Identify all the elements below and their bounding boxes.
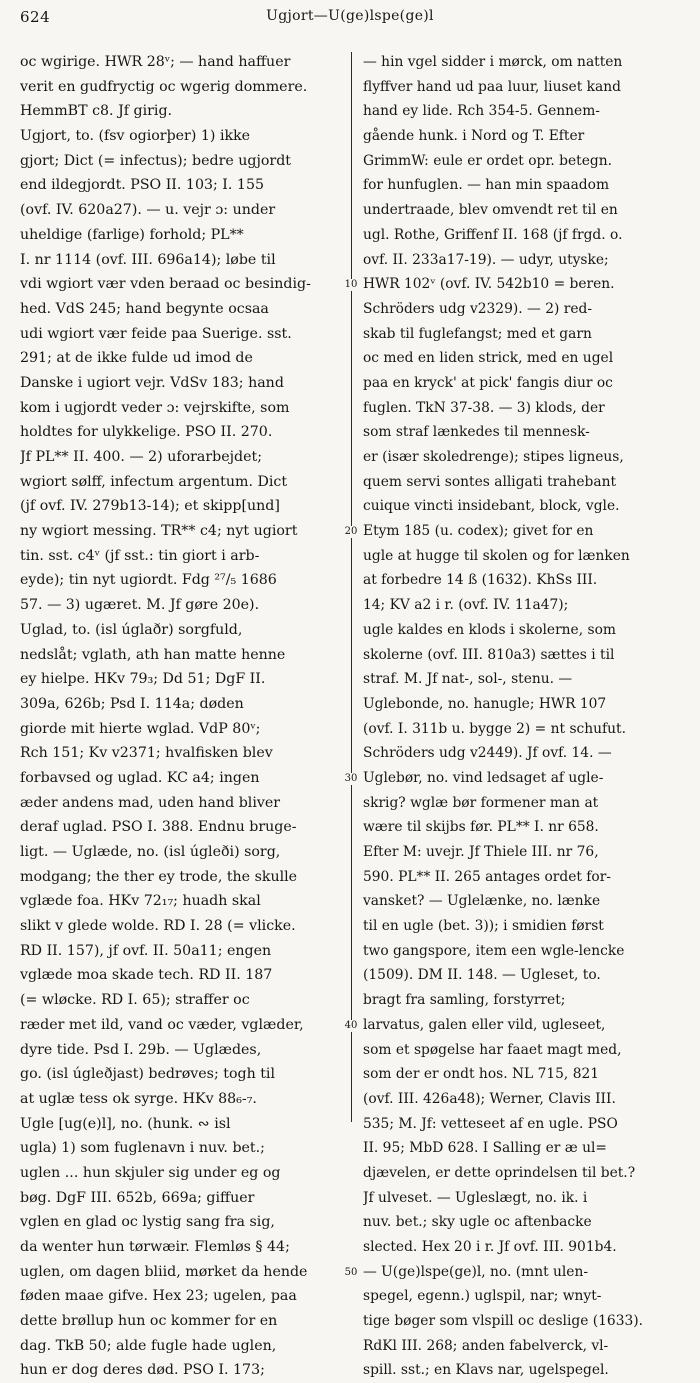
text-line: end ildegjordt. PSO II. 103; I. 155 bbox=[20, 177, 264, 194]
text-line: bøg. DgF III. 652b, 669a; giffuer bbox=[20, 1189, 255, 1206]
text-line: 14; KV a2 i r. (ovf. IV. 11a47); bbox=[363, 597, 569, 614]
text-line: oc wgirige. HWR 28ᵛ; — hand haffuer bbox=[20, 54, 291, 70]
text-line: djævelen, er dette oprindelsen til bet.? bbox=[363, 1164, 636, 1181]
text-line: Schröders udg v2449). Jf ovf. 14. — bbox=[363, 745, 612, 762]
text-line: vglæde foa. HKv 72₁₇; huadh skal bbox=[20, 893, 261, 910]
text-line: RD II. 157), jf ovf. II. 50a11; engen bbox=[20, 942, 272, 959]
text-line: larvatus, galen eller vild, ugleseet, bbox=[363, 1016, 606, 1033]
text-line: dag. TkB 50; alde fugle hade uglen, bbox=[20, 1337, 277, 1354]
text-line: uheldige (farlige) forhold; PL** bbox=[20, 226, 244, 243]
text-line: GrimmW: eule er ordet opr. betegn. bbox=[363, 152, 612, 169]
line-number: 40 bbox=[342, 1020, 360, 1032]
text-line: at forbedre 14 ß (1632). KhSs III. bbox=[363, 572, 598, 589]
text-line: Efter M: uvejr. Jf Thiele III. nr 76, bbox=[363, 844, 599, 860]
text-line: slikt v glede wolde. RD I. 28 (= vlicke. bbox=[20, 918, 296, 935]
text-line: ugl. Rothe, Griffenf II. 168 (jf frgd. o. bbox=[363, 226, 623, 243]
text-line: (ovf. I. 311b u. bygge 2) = nt schufut. bbox=[363, 720, 626, 737]
text-line: — U(ge)lspe(ge)l, no. (mnt ulen- bbox=[363, 1263, 589, 1280]
text-line: Danske i ugiort vejr. VdSv 183; hand bbox=[20, 374, 284, 391]
text-line: (jf ovf. IV. 279b13-14); et skipp[und] bbox=[20, 498, 280, 515]
left-column bbox=[20, 50, 338, 1383]
text-line: (ovf. III. 426a48); Werner, Clavis III. bbox=[363, 1090, 616, 1107]
text-line: fuglen. TkN 37-38. — 3) klods, der bbox=[363, 399, 605, 416]
text-line: (1509). DM II. 148. — Ugleset, to. bbox=[363, 967, 601, 984]
text-line: ny wgiort messing. TR** c4; nyt ugiort bbox=[20, 523, 298, 540]
page-header bbox=[0, 0, 700, 42]
text-line: 590. PL** II. 265 antages ordet for- bbox=[363, 868, 611, 885]
text-line: giorde mit hierte wglad. VdP 80ᵛ; bbox=[20, 720, 261, 737]
text-line: HWR 102ᵛ (ovf. IV. 542b10 = beren. bbox=[363, 276, 615, 293]
text-line: ligt. — Uglæde, no. (isl úgleði) sorg, bbox=[20, 844, 281, 860]
text-line: bragt fra samling, forstyrret; bbox=[363, 992, 566, 1009]
text-line: ugle kaldes en klods i skolerne, som bbox=[363, 621, 616, 638]
text-line: Jf PL** II. 400. — 2) uforarbejdet; bbox=[20, 449, 262, 465]
text-line: til en ugle (bet. 3)); i smidien først bbox=[363, 918, 604, 935]
text-line: (= wløcke. RD I. 65); straffer oc bbox=[20, 992, 250, 1009]
text-line: II. 95; MbD 628. I Salling er æ ul= bbox=[363, 1140, 607, 1157]
text-line: ræder met ild, vand oc væder, vglæder, bbox=[20, 1016, 304, 1033]
text-line: vglæde moa skade tech. RD II. 187 bbox=[20, 967, 273, 984]
text-line: skrig? wglæ bør formener man at bbox=[363, 794, 599, 811]
line-number: 10 bbox=[342, 279, 360, 291]
text-line: skolerne (ovf. III. 810a3) sættes i til bbox=[363, 646, 615, 663]
text-line: two gangspore, item een wgle-lencke bbox=[363, 942, 625, 959]
line-number: 50 bbox=[342, 1267, 360, 1279]
text-line: da wenter hun tørwæir. Flemløs § 44; bbox=[20, 1239, 290, 1255]
text-line: udi wgiort vær feide paa Suerige. sst. bbox=[20, 325, 292, 342]
text-line: HemmBT c8. Jf girig. bbox=[20, 103, 173, 120]
text-line: wgiort sølff, infectum argentum. Dict bbox=[20, 473, 288, 490]
text-line: er (især skoledrenge); stipes ligneus, bbox=[363, 449, 624, 465]
text-line: 57. — 3) ugæret. M. Jf gøre 20e). bbox=[20, 597, 260, 614]
text-line: Etym 185 (u. codex); givet for en bbox=[363, 523, 594, 540]
text-line: flyffver hand ud paa luur, liuset kand bbox=[363, 78, 621, 95]
text-line: paa en kryck' at pick' fangis diur oc bbox=[363, 374, 613, 391]
text-line: 291; at de ikke fulde ud imod de bbox=[20, 350, 253, 367]
text-line: Uglebonde, no. hanugle; HWR 107 bbox=[363, 695, 607, 712]
running-head: Ugjort—U(ge)lspe(ge)l bbox=[266, 8, 434, 24]
text-line: føden maae gifve. Hex 23; ugelen, paa bbox=[20, 1288, 297, 1305]
text-line: Schröders udg v2329). — 2) red- bbox=[363, 300, 593, 317]
text-line: vglen en glad oc lystig sang fra sig, bbox=[20, 1214, 275, 1231]
text-line: verit en gudfryctig oc wgerig dommere. bbox=[20, 78, 308, 95]
text-line: holdtes for ulykkelige. PSO II. 270. bbox=[20, 424, 273, 441]
text-line: I. nr 1114 (ovf. III. 696a14); løbe til bbox=[20, 251, 276, 268]
text-line: nuv. bet.; sky ugle oc aftenbacke bbox=[363, 1214, 592, 1231]
text-line: nedslåt; vglath, ath han matte henne bbox=[20, 646, 286, 663]
column-divider bbox=[351, 52, 352, 1122]
text-line: vansket? — Uglelænke, no. lænke bbox=[363, 893, 601, 910]
text-line: dette brøllup hun oc kommer for en bbox=[20, 1313, 278, 1330]
text-line: som der er ondt hos. NL 715, 821 bbox=[363, 1066, 600, 1083]
text-line: kom i ugjordt veder ɔ: vejrskifte, som bbox=[20, 399, 290, 416]
line-number: 20 bbox=[342, 526, 360, 538]
text-line: eyde); tin nyt ugiordt. Fdg ²⁷/₅ 1686 bbox=[20, 572, 277, 589]
text-line: undertraade, blev omvendt ret til en bbox=[363, 202, 618, 219]
text-line: uglen, om dagen bliid, mørket da hende bbox=[20, 1263, 308, 1280]
text-line: ugla) 1) som fuglenavn i nuv. bet.; bbox=[20, 1140, 265, 1157]
text-line: straf. M. Jf nat-, sol-, stenu. — bbox=[363, 671, 573, 688]
text-line: hand ey lide. Rch 354-5. Gennem- bbox=[363, 103, 600, 120]
text-line: ovf. II. 233a17-19). — udyr, utyske; bbox=[363, 251, 609, 268]
text-line: ey hielpe. HKv 79₃; Dd 51; DgF II. bbox=[20, 671, 266, 688]
text-line: tige bøger som vlspill oc deslige (1633). bbox=[363, 1313, 644, 1330]
text-line: modgang; the ther ey trode, the skulle bbox=[20, 868, 298, 885]
text-line: skab til fuglefangst; med et garn bbox=[363, 325, 592, 342]
text-line: Uglebør, no. vind ledsaget af ugle- bbox=[363, 769, 604, 786]
text-line: forbavsed og uglad. KC a4; ingen bbox=[20, 769, 260, 786]
text-line: 309a, 626b; Psd I. 114a; døden bbox=[20, 695, 244, 712]
text-line: Uglad, to. (isl úglaðr) sorgfuld, bbox=[20, 621, 243, 638]
text-line: ugle at hugge til skolen og for lænken bbox=[363, 547, 630, 564]
text-line: gående hunk. i Nord og T. Efter bbox=[363, 128, 585, 145]
text-line: slected. Hex 20 i r. Jf ovf. III. 901b4. bbox=[363, 1239, 617, 1255]
text-line: hed. VdS 245; hand begynte ocsaa bbox=[20, 300, 269, 317]
text-line: som straf lænkedes til mennesk- bbox=[363, 424, 590, 441]
text-line: dyre tide. Psd I. 29b. — Uglædes, bbox=[20, 1041, 262, 1058]
text-line: quem servi sontes alligati trahebant bbox=[363, 473, 616, 490]
line-number: 30 bbox=[342, 773, 360, 785]
text-line: hun er dog deres død. PSO I. 173; bbox=[20, 1362, 265, 1379]
text-line: Ugle [ug(e)l], no. (hunk. ∾ isl bbox=[20, 1115, 231, 1132]
text-line: for hunfuglen. — han min spaadom bbox=[363, 177, 610, 194]
right-column bbox=[363, 50, 696, 1383]
text-line: deraf uglad. PSO I. 388. Endnu bruge- bbox=[20, 819, 297, 836]
text-line: spegel, egenn.) uglspil, nar; wnyt- bbox=[363, 1288, 602, 1305]
text-line: uglen ... hun skjuler sig under eg og bbox=[20, 1164, 281, 1181]
page-number: 624 bbox=[20, 8, 51, 26]
text-line: wære til skijbs før. PL** I. nr 658. bbox=[363, 819, 599, 836]
text-line: (ovf. IV. 620a27). — u. vejr ɔ: under bbox=[20, 202, 276, 219]
text-line: oc med en liden strick, med en ugel bbox=[363, 350, 614, 367]
text-line: som et spøgelse har faaet magt med, bbox=[363, 1041, 622, 1058]
text-line: Ugjort, to. (fsv ogiorþer) 1) ikke bbox=[20, 128, 251, 145]
text-line: tin. sst. c4ᵛ (jf sst.: tin giort i arb- bbox=[20, 547, 260, 564]
text-line: gjort; Dict (= infectus); bedre ugjordt bbox=[20, 152, 291, 169]
text-line: æder andens mad, uden hand bliver bbox=[20, 794, 281, 811]
text-line: spill. sst.; en Klavs nar, ugelspegel. bbox=[363, 1362, 609, 1379]
text-line: Rch 151; Kv v2371; hvalfisken blev bbox=[20, 745, 273, 762]
text-line: vdi wgiort vær vden beraad oc besindig- bbox=[20, 276, 311, 293]
text-line: Jf ulveset. — Ugleslægt, no. ik. i bbox=[363, 1189, 588, 1206]
text-line: 535; M. Jf: vetteseet af en ugle. PSO bbox=[363, 1115, 618, 1132]
text-line: at uglæ tess ok syrge. HKv 88₆-₇. bbox=[20, 1090, 257, 1107]
text-line: cuique vincti insidebant, block, vgle. bbox=[363, 498, 620, 515]
text-line: — hin vgel sidder i mørck, om natten bbox=[363, 54, 623, 70]
text-line: go. (isl úgleðjast) bedrøves; togh til bbox=[20, 1066, 275, 1083]
text-line: RdKl III. 268; anden fabelverck, vl- bbox=[363, 1337, 609, 1354]
